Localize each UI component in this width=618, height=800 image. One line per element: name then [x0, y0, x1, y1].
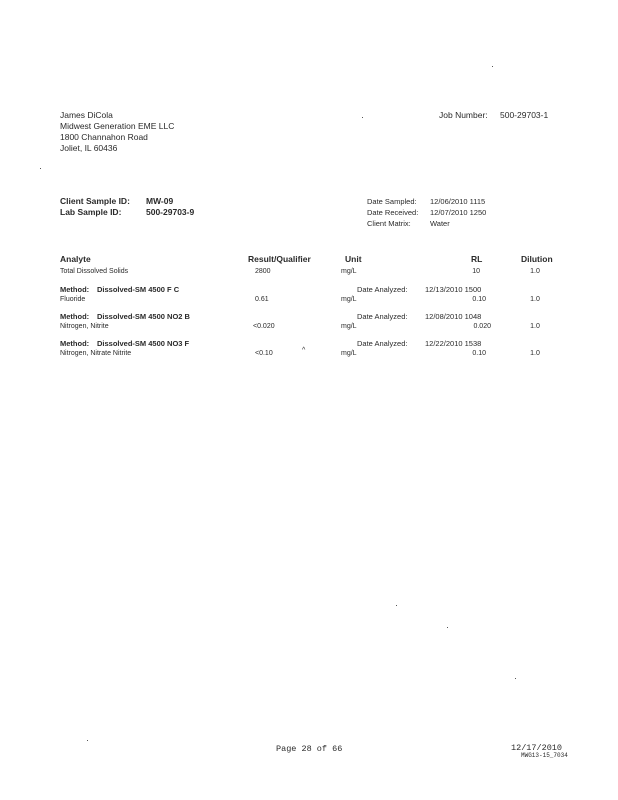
rl-cell: 0.10 — [472, 296, 486, 303]
date-received: 12/07/2010 1250 — [430, 208, 487, 217]
analyte-cell: Nitrogen, Nitrate Nitrite — [60, 350, 132, 357]
scan-speck — [87, 740, 88, 741]
column-header-analyte: Analyte — [60, 254, 91, 264]
scan-speck — [362, 117, 363, 118]
unit-cell: mg/L — [341, 350, 357, 357]
column-header-rl: RL — [471, 254, 483, 264]
rl-cell: 0.020 — [473, 323, 491, 330]
method-name: Dissolved-SM 4500 F C — [97, 285, 180, 294]
column-header-result: Result/Qualifier — [248, 254, 311, 264]
dilution-cell: 1.0 — [530, 296, 540, 303]
result-cell: <0.020 — [253, 323, 275, 330]
page-number: Page 28 of 66 — [276, 744, 343, 754]
sender-company: Midwest Generation EME LLC — [60, 121, 175, 131]
method-label: Method: — [60, 339, 90, 348]
method-name: Dissolved-SM 4500 NO3 F — [97, 339, 190, 348]
scan-speck — [492, 66, 493, 67]
job-number-value: 500-29703-1 — [500, 110, 549, 120]
date-analyzed: 12/13/2010 1500 — [425, 285, 482, 294]
scan-speck — [447, 627, 448, 628]
date-analyzed-label: Date Analyzed: — [357, 312, 408, 321]
sender-name: James DiCola — [60, 110, 113, 120]
qualifier-cell: ^ — [302, 347, 306, 354]
unit-cell: mg/L — [341, 296, 357, 303]
client-matrix-label: Client Matrix: — [367, 219, 411, 228]
sender-city: Joliet, IL 60436 — [60, 143, 118, 153]
method-label: Method: — [60, 285, 90, 294]
date-sampled: 12/06/2010 1115 — [430, 197, 486, 206]
client-matrix: Water — [430, 219, 450, 228]
date-analyzed: 12/22/2010 1538 — [425, 339, 482, 348]
bates-code: MWG13-15_7034 — [521, 752, 568, 759]
analyte-cell: Fluoride — [60, 296, 86, 303]
rl-cell: 10 — [472, 268, 480, 275]
rl-cell: 0.10 — [472, 350, 486, 357]
result-cell: 2800 — [255, 268, 271, 275]
column-header-unit: Unit — [345, 254, 362, 264]
method-label: Method: — [60, 312, 90, 321]
job-number-label: Job Number: — [439, 110, 488, 120]
lab-sample-id: 500-29703-9 — [146, 207, 195, 217]
lab-sample-id-label: Lab Sample ID: — [60, 207, 122, 217]
dilution-cell: 1.0 — [530, 350, 540, 357]
unit-cell: mg/L — [341, 268, 357, 275]
sender-street: 1800 Channahon Road — [60, 132, 148, 142]
date-analyzed-label: Date Analyzed: — [357, 285, 408, 294]
scan-speck — [515, 678, 516, 679]
dilution-cell: 1.0 — [530, 323, 540, 330]
date-analyzed: 12/08/2010 1048 — [425, 312, 482, 321]
result-cell: <0.10 — [255, 350, 273, 357]
analyte-cell: Nitrogen, Nitrite — [60, 323, 109, 330]
unit-cell: mg/L — [341, 323, 357, 330]
scan-speck — [396, 605, 397, 606]
analyte-cell: Total Dissolved Solids — [60, 268, 129, 275]
date-received-label: Date Received: — [367, 208, 419, 217]
date-analyzed-label: Date Analyzed: — [357, 339, 408, 348]
result-cell: 0.61 — [255, 296, 269, 303]
dilution-cell: 1.0 — [530, 268, 540, 275]
scan-speck — [40, 168, 41, 169]
date-sampled-label: Date Sampled: — [367, 197, 417, 206]
client-sample-id-label: Client Sample ID: — [60, 196, 130, 206]
client-sample-id: MW-09 — [146, 196, 174, 206]
footer-date: 12/17/2010 — [511, 743, 563, 753]
method-name: Dissolved-SM 4500 NO2 B — [97, 312, 190, 321]
column-header-dilution: Dilution — [521, 254, 553, 264]
